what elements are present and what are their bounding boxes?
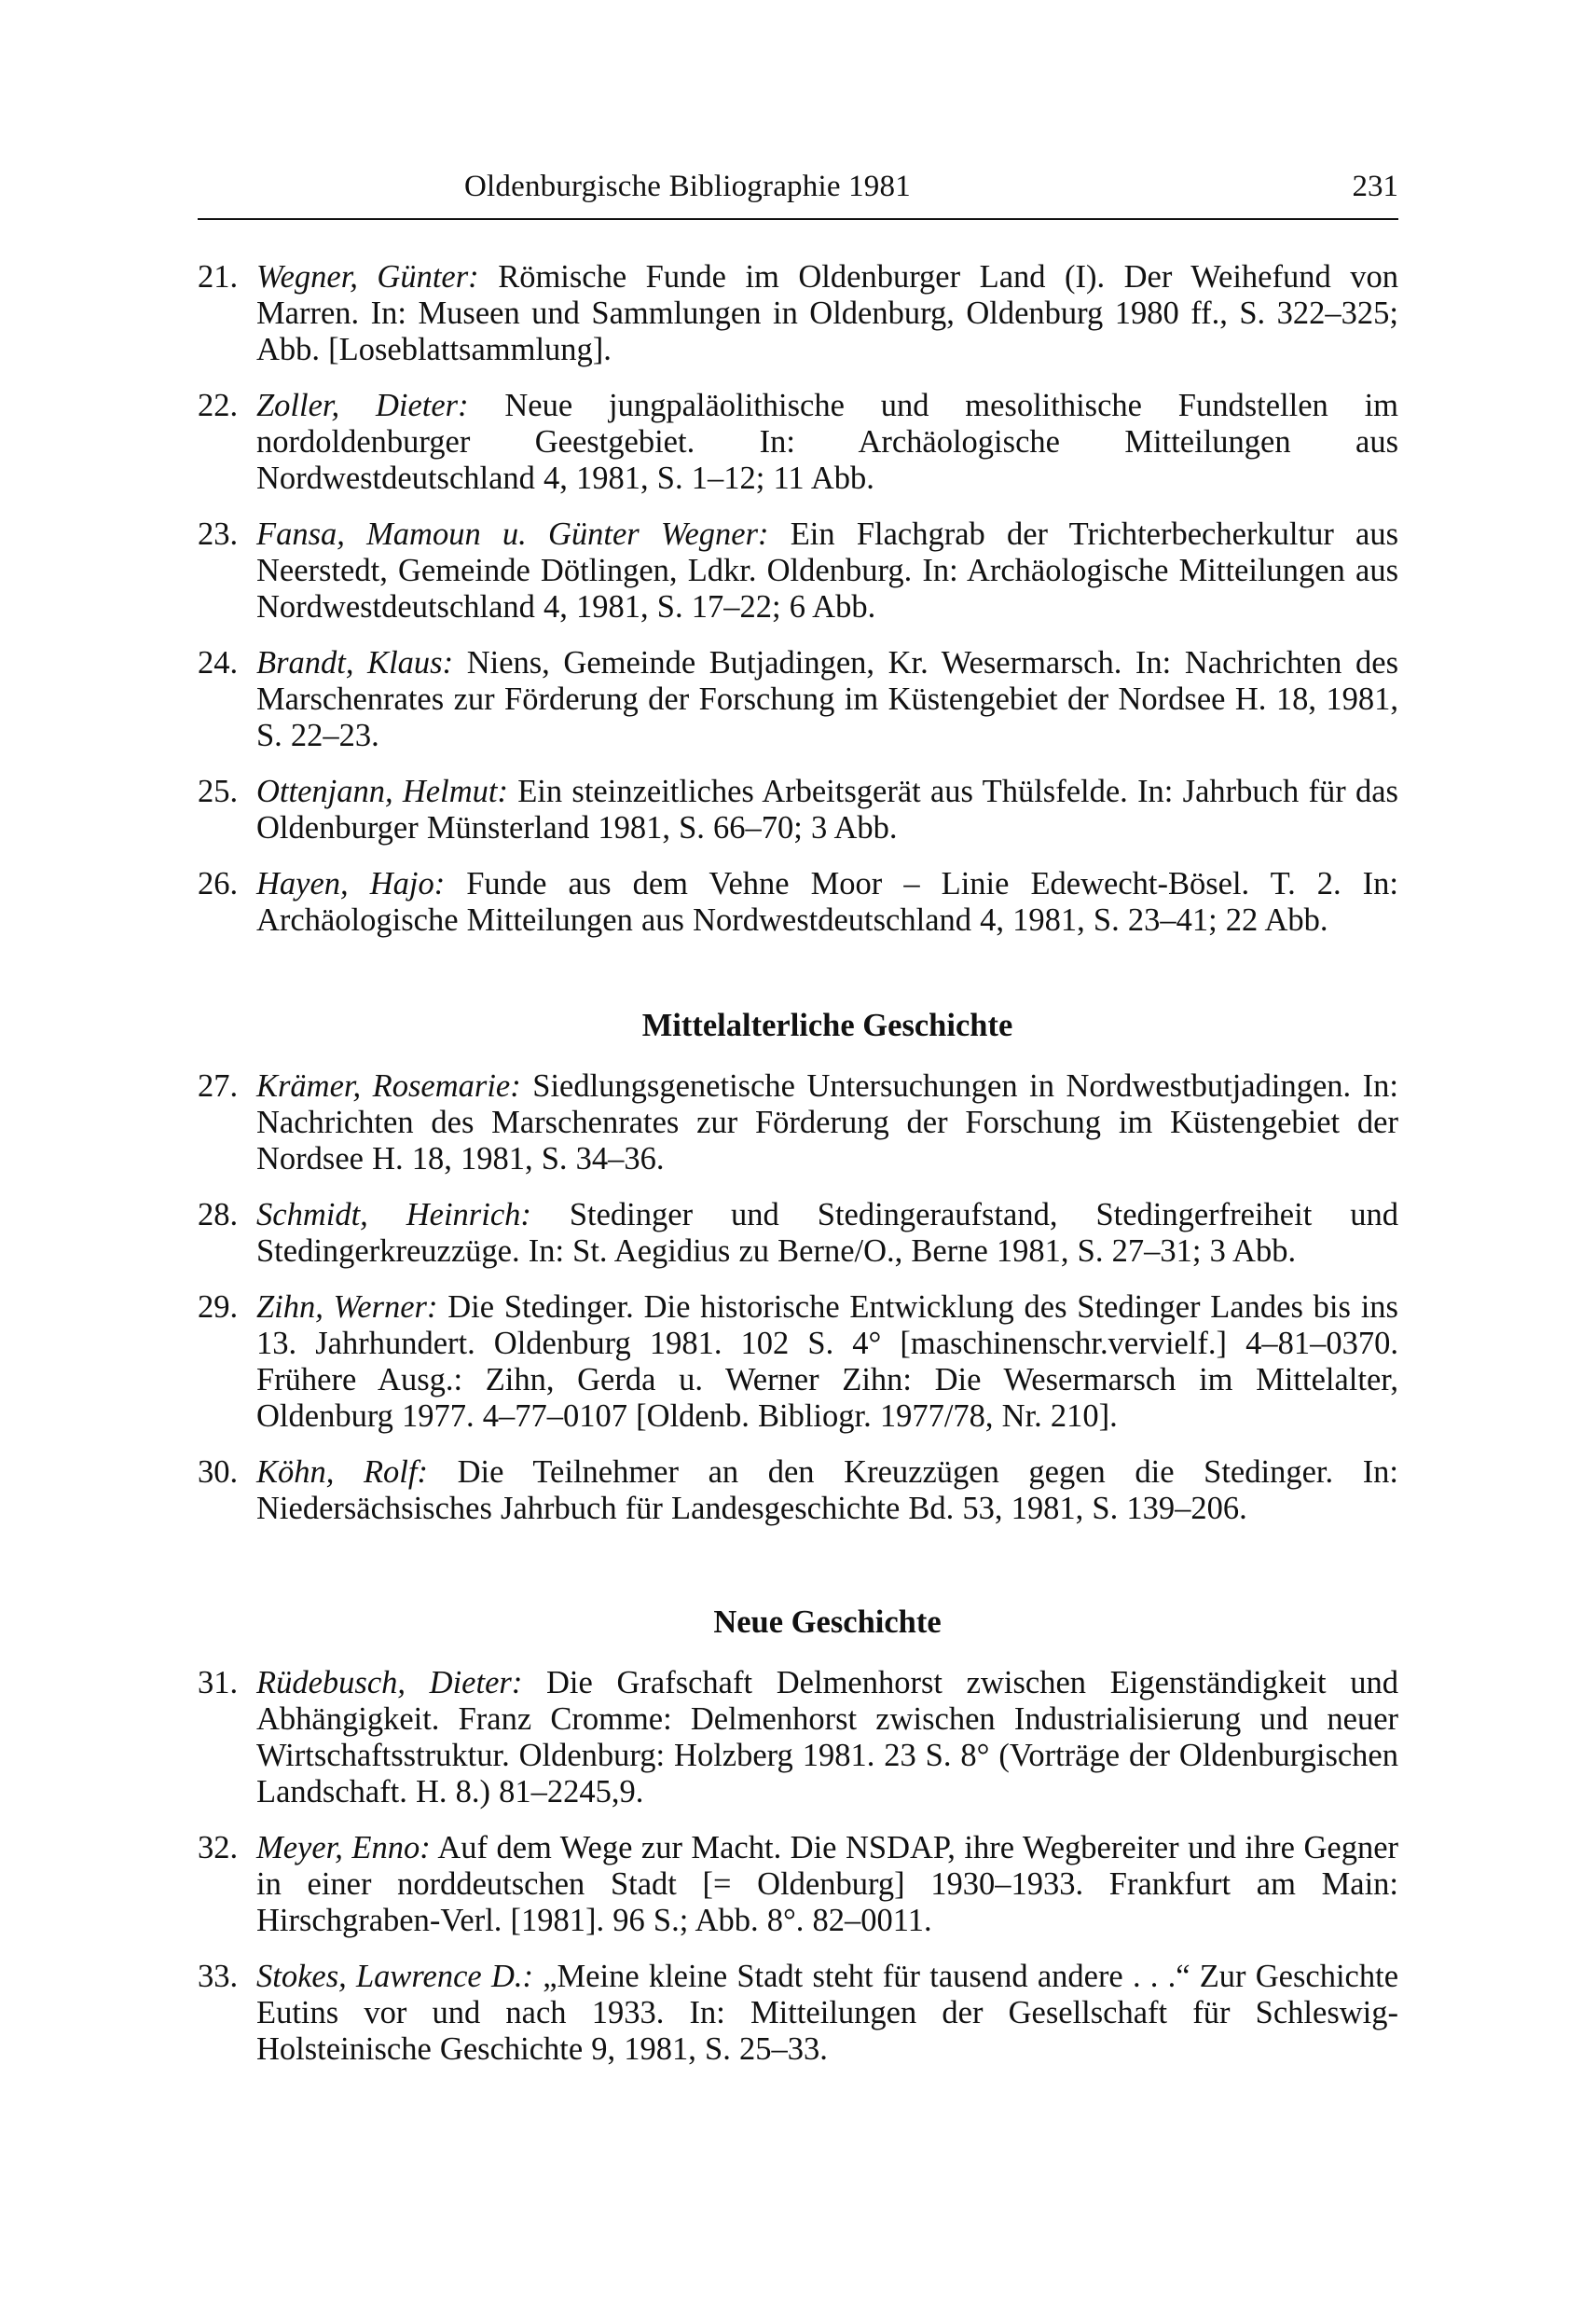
section-medieval-history: [198, 1007, 1398, 1547]
bibliography-entry: [198, 866, 1398, 939]
entry-text: Die Teilnehmer an den Kreuzzügen gegen die Stedinger. In: Niedersächsisches Jahrbuch für Landesgeschichte Bd. 53, 1981, S. 139–206.: [256, 1454, 1399, 1526]
entries-block-prehistory: [198, 259, 1398, 958]
entry-text: Auf dem Wege zur Macht. Die NSDAP, ihre Wegbereiter und ihre Gegner in einer norddeutschen Stadt [= Oldenburg] 1930–1933. Frankfurt am Main: Hirschgraben-Verl. [1981]. 96 S.; Abb. 8°. 82–0011.: [256, 1830, 1398, 1938]
entry-number: 22.: [198, 388, 239, 423]
entry-number: 33.: [198, 1959, 239, 1994]
document-page: [198, 0, 1398, 2312]
bibliography-entry: [198, 388, 1398, 497]
bibliography-entry: [198, 1454, 1398, 1527]
entry-text: Ein Flachgrab der Trichterbecherkultur aus Neerstedt, Gemeinde Dötlingen, Ldkr. Oldenburg. In: Archäologische Mitteilungen aus Nordwestdeutschland 4, 1981, S. 17–22; 6 Abb.: [256, 516, 1399, 625]
bibliography-entry: [198, 1959, 1398, 2068]
entry-author: Schmidt, Heinrich:: [256, 1197, 531, 1232]
entry-author: Zihn, Werner:: [256, 1289, 438, 1325]
bibliography-entry: [198, 1665, 1398, 1810]
entry-number: 32.: [198, 1830, 239, 1865]
entry-text: Siedlungsgenetische Untersuchungen in Nordwestbutjadingen. In: Nachrichten des Marschenrates zur Förderung der Forschung im Küstengebiet der Nordsee H. 18, 1981, S. 34–36.: [256, 1068, 1399, 1177]
entry-author: Krämer, Rosemarie:: [256, 1068, 521, 1104]
page-number: 231: [1352, 170, 1398, 203]
entry-text: Neue jungpaläolithische und mesolithische Fundstellen im nordoldenburger Geestgebiet. In: Archäologische Mitteilungen aus Nordwestdeutschland 4, 1981, S. 1–12; 11 Abb.: [256, 388, 1398, 496]
entry-author: Ottenjann, Helmut:: [256, 774, 508, 809]
bibliography-entry: [198, 645, 1398, 754]
entry-number: 29.: [198, 1289, 239, 1325]
entry-author: Zoller, Dieter:: [256, 388, 469, 423]
entry-text: Niens, Gemeinde Butjadingen, Kr. Wesermarsch. In: Nachrichten des Marschenrates zur Förderung der Forschung im Küstengebiet der Nordsee H. 18, 1981, S. 22–23.: [256, 645, 1399, 753]
section-heading: Neue Geschichte: [713, 1604, 942, 1640]
entry-author: Stokes, Lawrence D.:: [256, 1959, 533, 1994]
bibliography-entry: [198, 774, 1398, 846]
entry-text: Stedinger und Stedingeraufstand, Stedingerfreiheit und Stedingerkreuzzüge. In: St. Aegidius zu Berne/O., Berne 1981, S. 27–31; 3 Abb.: [256, 1197, 1398, 1269]
bibliography-entry: [198, 516, 1398, 626]
header-title: Oldenburgische Bibliographie 1981: [464, 170, 911, 203]
section-modern-history: [198, 1603, 1398, 2087]
entry-number: 30.: [198, 1454, 239, 1490]
bibliography-entry: [198, 1289, 1398, 1435]
entry-author: Meyer, Enno:: [256, 1830, 431, 1865]
entry-author: Brandt, Klaus:: [256, 645, 454, 681]
entry-author: Rüdebusch, Dieter:: [256, 1665, 523, 1700]
entry-number: 23.: [198, 516, 239, 552]
bibliography-entry: [198, 259, 1398, 368]
entry-number: 28.: [198, 1197, 239, 1232]
section-heading: Mittelalterliche Geschichte: [641, 1008, 1013, 1043]
entry-number: 21.: [198, 259, 239, 295]
entry-number: 31.: [198, 1665, 239, 1700]
entry-number: 24.: [198, 645, 239, 681]
entry-number: 26.: [198, 866, 239, 901]
entry-author: Fansa, Mamoun u. Günter Wegner:: [256, 516, 769, 552]
entry-author: Wegner, Günter:: [256, 259, 479, 295]
entry-text: „Meine kleine Stadt steht für tausend andere . . .“ Zur Geschichte Eutins vor und nach 1933. In: Mitteilungen der Gesellschaft für Schleswig-Holsteinische Geschichte 9, 1981, S. 25–33.: [256, 1959, 1399, 2067]
entry-number: 27.: [198, 1068, 239, 1104]
entry-text: Die Grafschaft Delmenhorst zwischen Eigenständigkeit und Abhängigkeit. Franz Cromme: Delmenhorst zwischen Industrialisierung und neuer Wirtschaftsstruktur. Oldenburg: Holzberg 1981. 23 S. 8° (Vorträge der Oldenburgischen Landschaft. H. 8.) 81–2245,9.: [256, 1665, 1398, 1810]
bibliography-entry: [198, 1068, 1398, 1177]
entry-text: Funde aus dem Vehne Moor – Linie Edewecht-Bösel. T. 2. In: Archäologische Mitteilungen aus Nordwestdeutschland 4, 1981, S. 23–41; 22 Abb.: [256, 866, 1399, 938]
bibliography-entry: [198, 1830, 1398, 1939]
entry-number: 25.: [198, 774, 239, 809]
entry-author: Hayen, Hajo:: [256, 866, 446, 901]
entry-text: Römische Funde im Oldenburger Land (I). Der Weihefund von Marren. In: Museen und Sammlungen in Oldenburg, Oldenburg 1980 ff., S. 322–325; Abb. [Loseblattsammlung].: [256, 259, 1398, 367]
bibliography-entry: [198, 1197, 1398, 1270]
running-header: [198, 166, 1398, 220]
entry-author: Köhn, Rolf:: [256, 1454, 428, 1490]
entry-text: Die Stedinger. Die historische Entwicklung des Stedinger Landes bis ins 13. Jahrhundert. Oldenburg 1981. 102 S. 4° [maschinenschr.vervielf.] 4–81–0370. Frühere Ausg.: Zihn, Gerda u. Werner Zihn: Die Wesermarsch im Mittelalter, Oldenburg 1977. 4–77–0107 [Oldenb. Bibliogr. 1977/78, Nr. 210].: [256, 1289, 1398, 1434]
entry-text: Ein steinzeitliches Arbeitsgerät aus Thülsfelde. In: Jahrbuch für das Oldenburger Münsterland 1981, S. 66–70; 3 Abb.: [256, 774, 1398, 846]
